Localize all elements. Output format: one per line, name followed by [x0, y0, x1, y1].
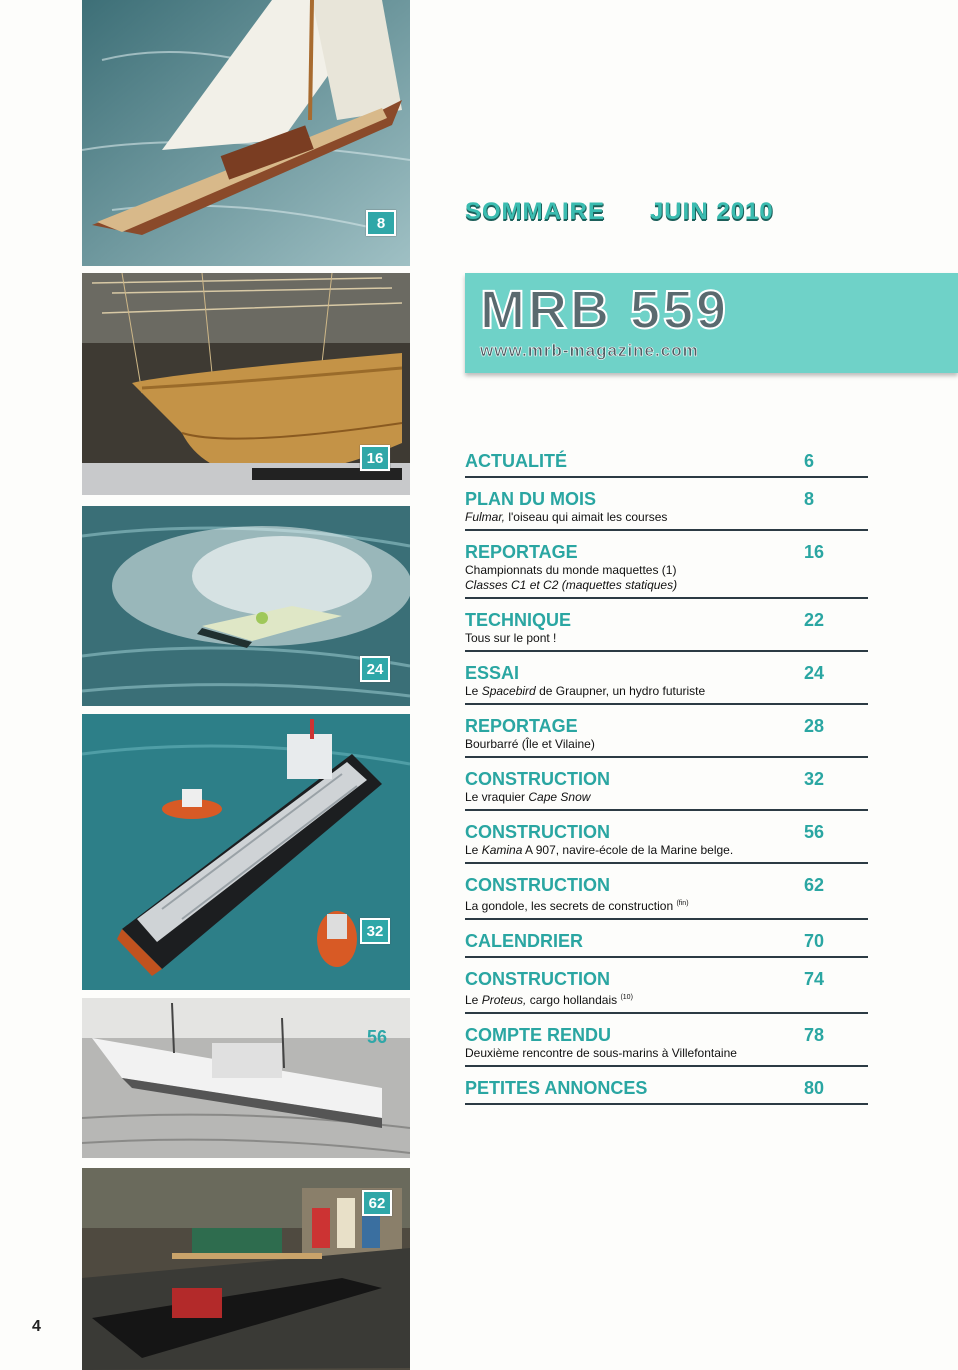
header-date: JUIN 2010: [650, 198, 774, 225]
toc-description: [465, 578, 868, 593]
toc-section-title: CONSTRUCTION: [465, 968, 610, 990]
toc-page-number: 62: [804, 874, 825, 896]
toc-page-number: 32: [804, 768, 825, 790]
toc-description-text: Deuxième rencontre de sous-marins à Villefontaine: [465, 1046, 737, 1060]
page-badge: 24: [360, 656, 390, 682]
toc-page-number: 22: [804, 609, 825, 631]
toc-page-number: 16: [804, 541, 825, 563]
toc-section-title: PLAN DU MOIS: [465, 488, 597, 510]
photo-gondola: [82, 1168, 410, 1370]
toc-entry[interactable]: [465, 609, 868, 652]
toc-section-title: CONSTRUCTION: [465, 768, 610, 790]
toc-description-text: Classes C1 et C2 (maquettes statiques): [465, 578, 678, 592]
page-badge: 62: [362, 1190, 392, 1216]
toc-entry[interactable]: [465, 1077, 868, 1105]
toc-page-number: 24: [804, 662, 825, 684]
toc-description-text: Tous sur le pont !: [465, 631, 557, 645]
toc-description-text: Le vraquier: [465, 790, 529, 804]
toc-section-title: CALENDRIER: [465, 930, 584, 952]
toc-description-text: Championnats du monde maquettes (1): [465, 563, 677, 577]
toc-description-text: La gondole, les secrets de construction: [465, 899, 677, 913]
issue-title: MRB 559: [480, 280, 730, 340]
toc-description: [465, 843, 868, 858]
toc-description: [465, 563, 868, 578]
toc-entry[interactable]: [465, 874, 868, 920]
page-badge: 8: [366, 210, 396, 236]
toc-description-text: Le: [465, 993, 482, 1007]
toc-heading-row: [465, 769, 868, 790]
toc-description-text: Bourbarré (Île et Vilaine): [465, 737, 595, 751]
toc-heading-row: [465, 451, 868, 472]
toc-description: [465, 990, 868, 1008]
photo-bulk-carrier: [82, 714, 410, 990]
toc-description-text: de Graupner, un hydro futuriste: [535, 684, 706, 698]
magazine-url[interactable]: www.mrb-magazine.com: [480, 341, 699, 360]
toc-heading-row: [465, 875, 868, 896]
toc-description: [465, 737, 868, 752]
toc-description-text: A 907, navire-école de la Marine belge.: [522, 843, 734, 857]
toc-section-title: REPORTAGE: [465, 715, 578, 737]
photo-hydroplane: [82, 506, 410, 706]
toc-entry[interactable]: [465, 930, 868, 958]
toc-entry[interactable]: [465, 768, 868, 811]
toc-description-text: Kamina: [481, 843, 523, 857]
toc-section-title: PETITES ANNONCES: [465, 1077, 648, 1099]
toc-heading-row: [465, 931, 868, 952]
toc-entry[interactable]: [465, 662, 868, 705]
toc-description: [465, 790, 868, 805]
toc-page-number: 8: [804, 488, 815, 510]
toc-entry[interactable]: [465, 968, 868, 1014]
toc-heading-row: [465, 1025, 868, 1046]
toc-entry[interactable]: [465, 821, 868, 864]
toc-description: [465, 684, 868, 699]
photo-sailboat: [82, 0, 410, 266]
photo-wooden-ship: [82, 273, 410, 495]
toc-description-text: l'oiseau qui aimait les courses: [505, 510, 668, 524]
page-number: 4: [32, 1318, 41, 1335]
toc-section-title: REPORTAGE: [465, 541, 578, 563]
header-sommaire: SOMMAIRE: [465, 198, 605, 225]
toc-description-text: cargo hollandais: [526, 993, 621, 1007]
toc-page-number: 6: [804, 450, 815, 472]
toc-description-text: Cape Snow: [528, 790, 591, 804]
table-of-contents: [465, 450, 868, 1115]
toc-heading-row: [465, 610, 868, 631]
toc-entry[interactable]: [465, 715, 868, 758]
toc-section-title: CONSTRUCTION: [465, 874, 610, 896]
toc-section-title: CONSTRUCTION: [465, 821, 610, 843]
toc-heading-row: [465, 1078, 868, 1099]
toc-description-text: Fulmar,: [465, 510, 506, 524]
toc-description: [465, 510, 868, 525]
toc-description: [465, 1046, 868, 1061]
page-badge: 32: [360, 918, 390, 944]
toc-description-text: Proteus,: [481, 993, 527, 1007]
toc-heading-row: [465, 716, 868, 737]
toc-description-text: (fin): [676, 900, 689, 907]
toc-heading-row: [465, 822, 868, 843]
issue-banner: [465, 273, 958, 373]
toc-page-number: 74: [804, 968, 825, 990]
toc-heading-row: [465, 663, 868, 684]
toc-page-number: 56: [804, 821, 825, 843]
toc-page-number: 28: [804, 715, 825, 737]
toc-page-number: 70: [804, 930, 825, 952]
toc-description-text: Le: [465, 843, 482, 857]
toc-section-title: TECHNIQUE: [465, 609, 572, 631]
toc-heading-row: [465, 489, 868, 510]
toc-description: [465, 896, 868, 914]
toc-section-title: COMPTE RENDU: [465, 1024, 612, 1046]
toc-entry[interactable]: [465, 1024, 868, 1067]
photo-training-ship: [82, 998, 410, 1158]
page-badge: 56: [366, 1026, 388, 1047]
page-badge: 16: [360, 445, 390, 471]
toc-section-title: ACTUALITÉ: [465, 450, 567, 472]
toc-description-text: Spacebird: [481, 684, 536, 698]
toc-page-number: 78: [804, 1024, 825, 1046]
toc-heading-row: [465, 542, 868, 563]
toc-section-title: ESSAI: [465, 662, 520, 684]
toc-description: [465, 631, 868, 646]
toc-entry[interactable]: [465, 450, 868, 478]
toc-description-text: (10): [620, 994, 633, 1001]
toc-description-text: Le: [465, 684, 482, 698]
toc-heading-row: [465, 969, 868, 990]
toc-entry[interactable]: [465, 488, 868, 531]
toc-entry[interactable]: [465, 541, 868, 599]
toc-page-number: 80: [804, 1077, 825, 1099]
